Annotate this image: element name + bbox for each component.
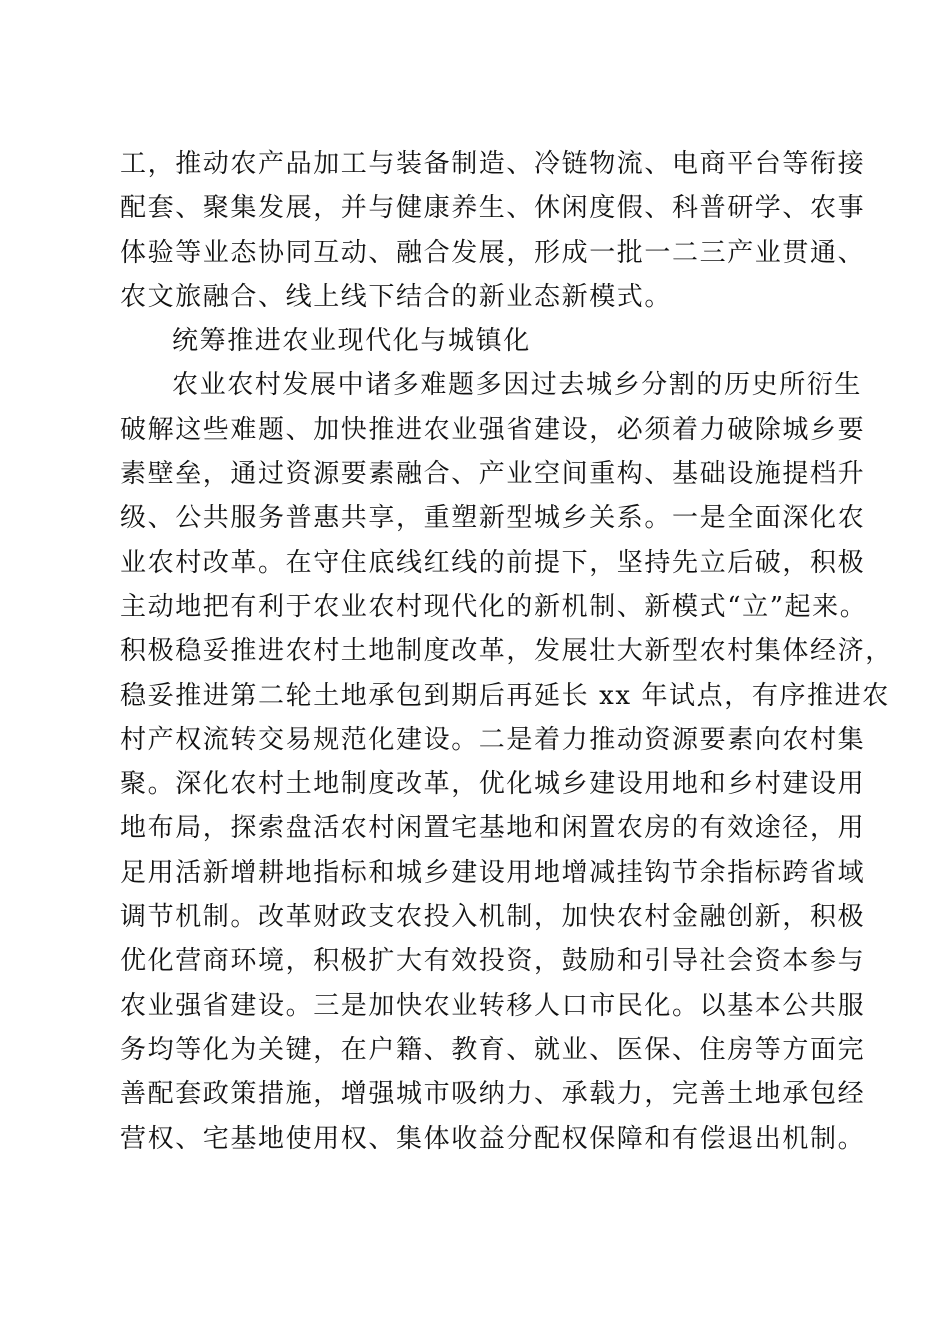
paragraph-body xyxy=(120,363,893,1160)
text-line: 足用活新增耕地指标和城乡建设用地增减挂钩节余指标跨省域 xyxy=(120,857,866,888)
text-line: 调节机制。改革财政支农投入机制，加快农村金融创新，积极 xyxy=(120,902,866,933)
text-line: 配套、聚集发展，并与健康养生、休闲度假、科普研学、农事 xyxy=(120,193,866,224)
text-line: 体验等业态协同互动、融合发展，形成一批一二三产业贯通、 xyxy=(120,237,866,268)
text-line: 农业强省建设。三是加快农业转移人口市民化。以基本公共服 xyxy=(120,990,866,1021)
text-line: 稳妥推进第二轮土地承包到期后再延长 xx 年试点，有序推进农 xyxy=(120,680,890,711)
text-line: 营权、宅基地使用权、集体收益分配权保障和有偿退出机制。 xyxy=(120,1123,866,1154)
text-line: 主动地把有利于农业农村现代化的新机制、新模式“立”起来。 xyxy=(120,591,868,622)
text-line: 地布局，探索盘活农村闲置宅基地和闲置农房的有效途径，用 xyxy=(120,813,866,844)
text-line: 破解这些难题、加快推进农业强省建设，必须着力破除城乡要 xyxy=(120,414,866,445)
text-line: 积极稳妥推进农村土地制度改革，发展壮大新型农村集体经济， xyxy=(120,636,893,667)
text-line: 聚。深化农村土地制度改革，优化城乡建设用地和乡村建设用 xyxy=(120,769,866,800)
section-heading: 统筹推进农业现代化与城镇化 xyxy=(172,326,531,357)
text-line: 村产权流转交易规范化建设。二是着力推动资源要素向农村集 xyxy=(120,724,866,755)
text-line: 务均等化为关键，在户籍、教育、就业、医保、住房等方面完 xyxy=(120,1034,866,1065)
paragraph-continuation xyxy=(120,142,866,319)
text-line: 业农村改革。在守住底线红线的前提下，坚持先立后破，积极 xyxy=(120,547,866,578)
text-line: 素壁垒，通过资源要素融合、产业空间重构、基础设施提档升 xyxy=(120,459,866,490)
text-line: 农业农村发展中诸多难题多因过去城乡分割的历史所衍生 xyxy=(172,370,863,401)
text-line: 工，推动农产品加工与装备制造、冷链物流、电商平台等衔接 xyxy=(120,149,866,179)
text-line: 级、公共服务普惠共享，重塑新型城乡关系。一是全面深化农 xyxy=(120,503,866,534)
text-line: 优化营商环境，积极扩大有效投资，鼓励和引导社会资本参与 xyxy=(120,946,866,977)
document-body xyxy=(120,142,893,1161)
text-line: 善配套政策措施，增强城市吸纳力、承载力，完善土地承包经 xyxy=(120,1079,866,1110)
text-line: 农文旅融合、线上线下结合的新业态新模式。 xyxy=(120,281,673,312)
